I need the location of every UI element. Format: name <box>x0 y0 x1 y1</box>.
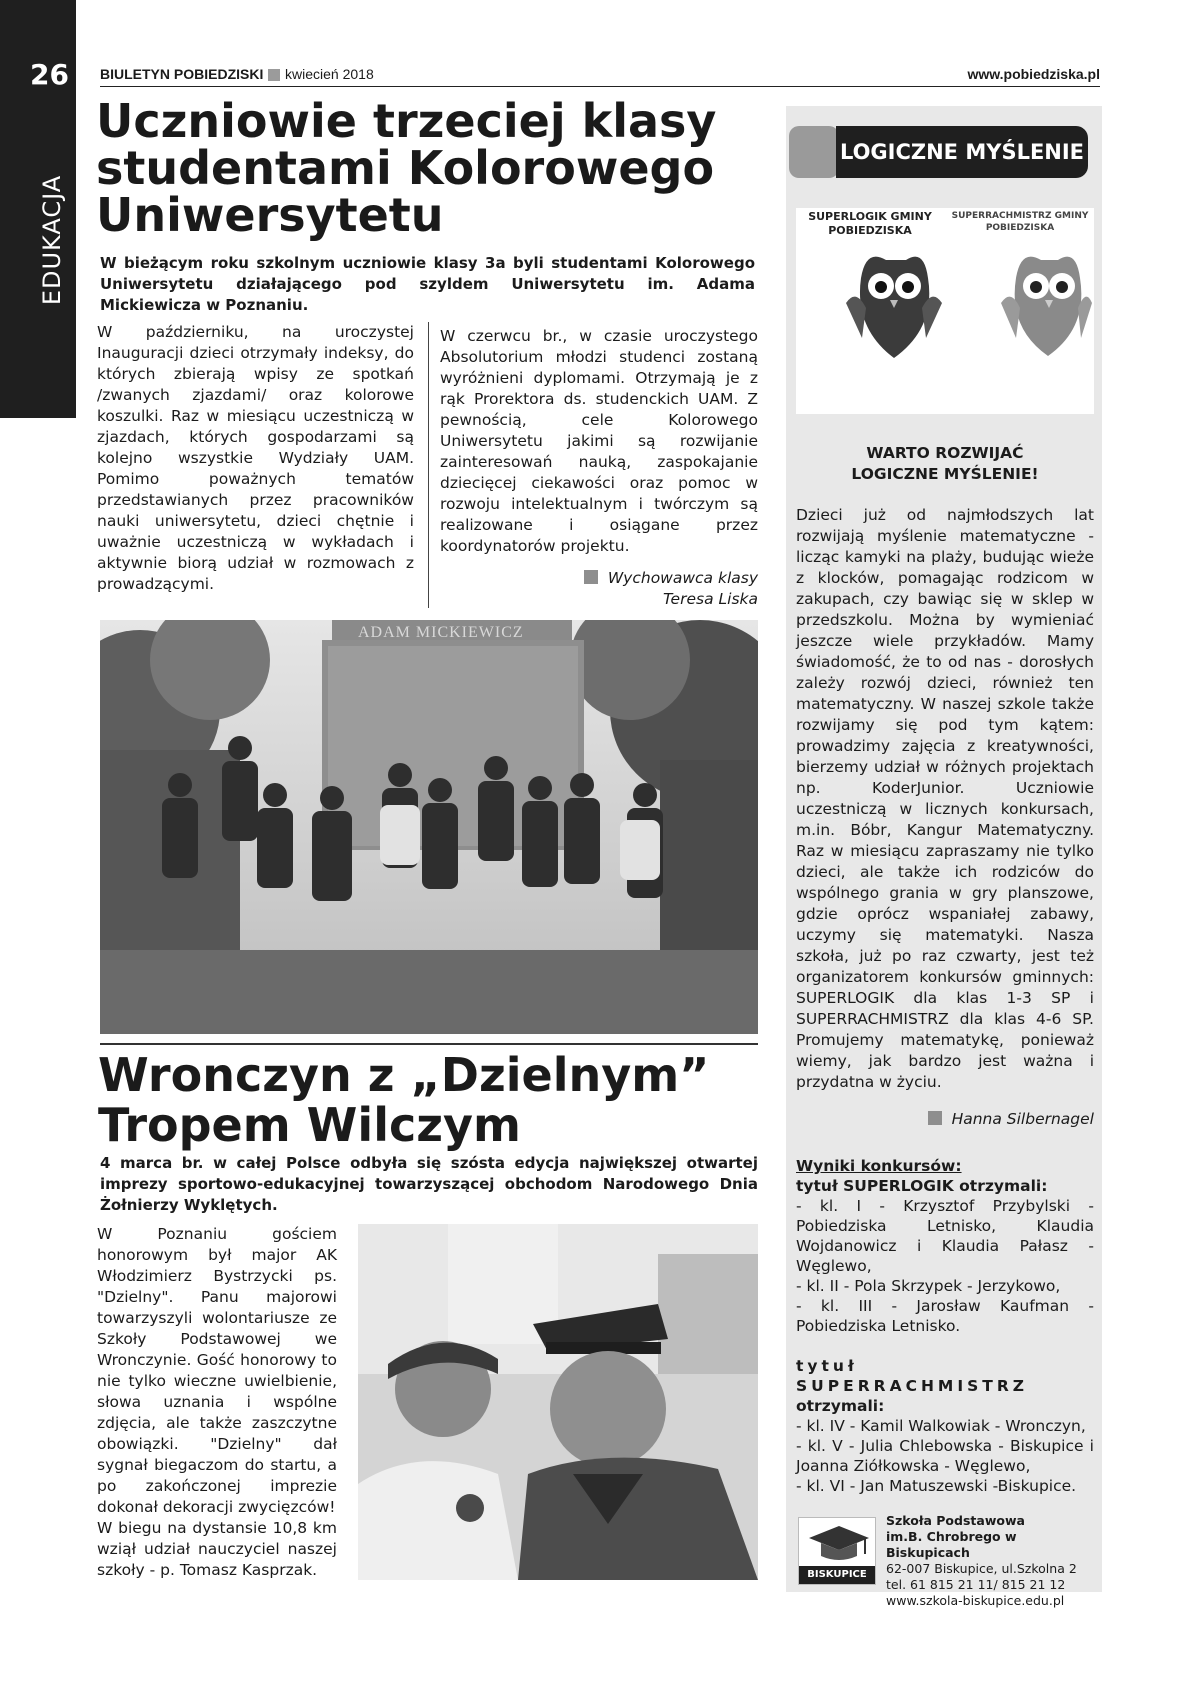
class-photo-image <box>100 620 758 1034</box>
sidebar-heading: LOGICZNE MYŚLENIE <box>836 126 1088 178</box>
results2-title-line2: otrzymali: <box>796 1397 885 1415</box>
article2-title-line2: Tropem Wilczym <box>98 1098 521 1152</box>
major-photo <box>358 1224 758 1580</box>
article2-title-line1: Wronczyn z „Dzielnym” <box>98 1048 710 1102</box>
major-photo-image <box>358 1224 758 1580</box>
results-superlogik <box>796 1156 1094 1336</box>
superrachmistrz-logo-text: SUPERRACHMISTRZ GMINY POBIEDZISKA <box>951 211 1089 233</box>
results-heading: Wyniki konkursów: <box>796 1157 962 1175</box>
superlogik-logo-text: SUPERLOGIK GMINY POBIEDZISKA <box>808 210 932 237</box>
header-rule <box>100 86 1100 87</box>
sidebar-subtitle-line1: WARTO ROZWIJAĆ <box>866 444 1024 462</box>
page-number: 26 <box>30 58 69 91</box>
school-info <box>798 1513 1088 1608</box>
column-divider <box>428 322 429 608</box>
school-name-line2: im.B. Chrobrego w Biskupicach <box>886 1529 1017 1560</box>
sidebar-subtitle-line2: LOGICZNE MYŚLENIE! <box>851 465 1039 483</box>
article2-body <box>97 1224 337 1581</box>
graduation-cap-icon <box>799 1518 877 1568</box>
article1-title: Uczniowie trzeciej klasy studentami Kolorowego Uniwersytetu <box>96 94 717 242</box>
school-logo <box>798 1517 876 1585</box>
class-photo <box>100 620 758 1034</box>
superrachmistrz-logo-icon <box>1001 257 1092 356</box>
results1-title: tytuł SUPERLOGIK otrzymali: <box>796 1177 1048 1195</box>
website-link[interactable]: www.pobiedziska.pl <box>967 66 1100 82</box>
results2-title-line1: tytuł SUPERRACHMISTRZ <box>796 1357 1029 1395</box>
article1-signature <box>520 568 758 610</box>
article2-title <box>98 1050 758 1150</box>
signature-square-icon <box>584 570 598 584</box>
signature-square-icon <box>928 1111 942 1125</box>
results1-item: - kl. I - Krzysztof Przybylski - Pobiedziska Letnisko, Klaudia Wojdanowicz i Klaudia Pałasz - Węglewo, <box>796 1197 1094 1275</box>
contest-logos <box>796 208 1094 414</box>
results1-item: - kl. III - Jarosław Kaufman - Pobiedziska Letnisko. <box>796 1297 1094 1335</box>
sidebar-signature <box>796 1109 1094 1130</box>
sidebar-heading-square-icon <box>789 126 839 178</box>
school-contact <box>886 1513 1088 1609</box>
section-tab <box>0 0 76 418</box>
issue-date: kwiecień 2018 <box>285 66 374 82</box>
results2-item: - kl. VI - Jan Matuszewski -Biskupice. <box>796 1477 1077 1495</box>
school-logo-label: BISKUPICE <box>799 1566 875 1584</box>
article-separator <box>100 1043 758 1045</box>
sidebar-body: Dzieci już od najmłodszych lat rozwijają myślenie matematyczne - licząc kamyki na plaży, budując wieże z klocków, pomagając rodzicom w zakupach, czy bawiąc się w sklep w przedszkolu. Można by wymieniać jeszcze wiele przykładów. Mamy świadomość, że to od nas - dorosłych zależy rozwój dzieci, również ten matematyczny. W naszej szkole także rozwijamy się pod tym kątem: prowadzimy zajęcia z kreatywności, bierzemy udział w różnych projektach np. KoderJunior. Uczniowie uczestniczą w licznych konkursach, m.in. Bóbr, Kangur Matematyczny. Raz w miesiącu zapraszamy nie tylko dzieci, ale także ich rodziców do wspólnego grania w gry planszowe, gdzie oprócz wspaniałej zabawy, uczymy się matematyki. Nasza szkoła, już po raz czwarty, jest też organizatorem konkursów gminnych: SUPERLOGIK dla klas 1-3 SP i SUPERRACHMISTRZ dla klas 4-6 SP. Promujemy matematykę, ponieważ wiemy, jak bardzo jest ważna i przydatna w życiu. <box>796 506 1094 1091</box>
section-label: EDUKACJA <box>38 174 66 306</box>
school-name-line1: Szkoła Podstawowa <box>886 1513 1025 1528</box>
header-square-icon <box>268 69 280 81</box>
superlogik-logo-icon <box>846 257 942 358</box>
school-phone: tel. 61 815 21 11/ 815 21 12 <box>886 1577 1066 1592</box>
monument-inscription: ADAM MICKIEWICZ <box>358 624 524 641</box>
signature-role: Wychowawca klasy <box>607 569 758 587</box>
results2-item: - kl. IV - Kamil Walkowiak - Wronczyn, <box>796 1417 1086 1435</box>
results-superrachmistrz <box>796 1356 1094 1496</box>
article1-column1: W październiku, na uroczystej Inauguracji dzieci otrzymały indeksy, do których zbierają wpisy ze spotkań /zwanych zjazdami/ oraz kolorowe koszulki. Raz w miesiącu uczestniczą w zjazdach, których gospodarzami są kolejno wszystkie Wydziały UAM. Pomimo poważnych tematów przedstawianych przez pracowników nauki uniwersytetu, dzieci chętnie i uważnie uczestniczą w wykładach i aktywnie biorą udział w rozmowach z prowadzącymi. <box>97 323 414 593</box>
sidebar-signature-name: Hanna Silbernagel <box>951 1110 1094 1128</box>
page-header <box>100 66 1100 86</box>
article2-lead: 4 marca br. w całej Polsce odbyła się szósta edycja największej otwartej imprezy sportowo-edukacyjnej towarzyszącej obchodom Narodowego Dnia Żołnierzy Wyklętych. <box>100 1154 758 1214</box>
sidebar-subtitle <box>796 443 1094 485</box>
owl-logos <box>796 208 1094 414</box>
publication-name: BIULETYN POBIEDZISKI <box>100 66 264 82</box>
school-website[interactable]: www.szkola-biskupice.edu.pl <box>886 1593 1065 1608</box>
article2-body-text: W Poznaniu gościem honorowym był major AK Włodzimierz Bystrzycki ps. "Dzielny". Panu majorowi towarzyszyli wolontariusze ze Szkoły Podstawowej we Wronczynie. Gość honorowy to nie tylko wieczne uwielbienie, słowa uznania i wspólne zdjęcia, ale także zaszczytne obowiązki. "Dzielny" dał sygnał biegaczom do startu, a po zakończonej imprezie dokonał dekoracji zwycięzców! <box>97 1225 337 1516</box>
article1-lead: W bieżącym roku szkolnym uczniowie klasy 3a byli studentami Kolorowego Uniwersytetu działającego pod szyldem Uniwersytetu im. Adama Mickiewicza w Poznaniu. <box>100 254 755 314</box>
signature-author: Teresa Liska <box>663 590 758 608</box>
school-address: 62-007 Biskupice, ul.Szkolna 2 <box>886 1561 1077 1576</box>
results1-item: - kl. II - Pola Skrzypek - Jerzykowo, <box>796 1277 1061 1295</box>
article2-body-text2: W biegu na dystansie 10,8 km wziął udział nauczyciel naszej szkoły - p. Tomasz Kasprzak. <box>97 1519 337 1579</box>
results2-item: - kl. V - Julia Chlebowska - Biskupice i Joanna Ziółkowska - Węglewo, <box>796 1437 1094 1475</box>
article1-column2: W czerwcu br., w czasie uroczystego Absolutorium młodzi studenci zostaną wyróżnieni dyplomami. Otrzymają je z rąk Prorektora ds. studenckich UAM. Z pewnością, cele Kolorowego Uniwersytetu jakimi są rozwijanie zainteresowań nauką, zaspokajanie dziecięcej ciekawości oraz pomoc w rozwoju intelektualnym i twórczym są realizowane i osiągane przez koordynatorów projektu. <box>440 327 758 555</box>
